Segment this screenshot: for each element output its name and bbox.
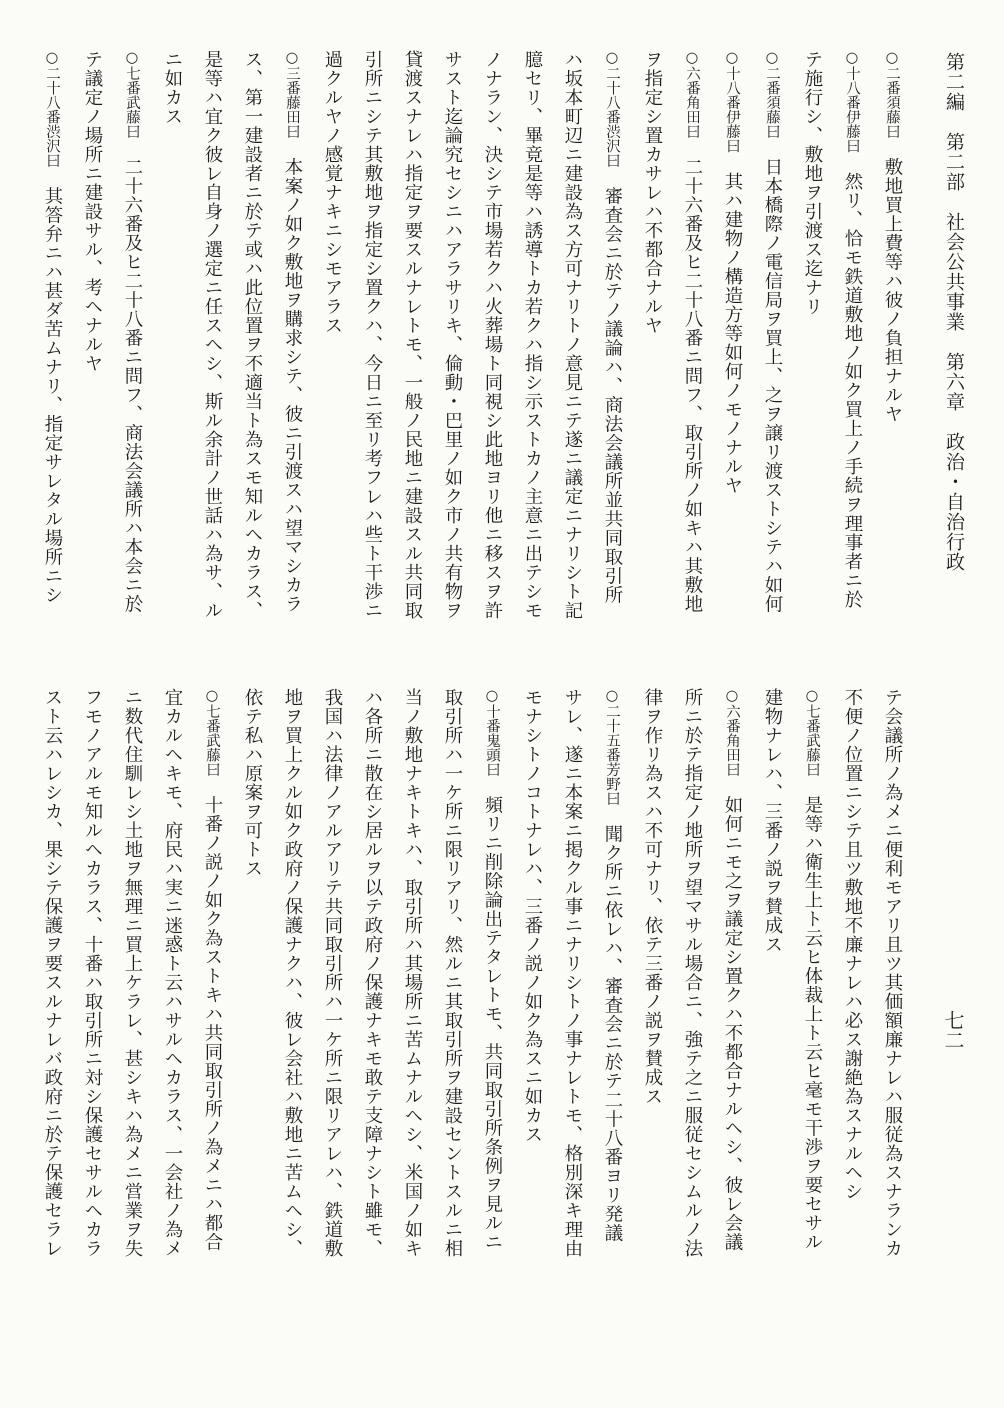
- page-number: 七二: [941, 1010, 965, 1050]
- speaker-label: ○十番鬼頭曰: [484, 688, 500, 777]
- column-text: 臆セリ、畢竟是等ハ誘導トカ若クハ指シ示ストカノ主意ニ出テシモ: [522, 50, 543, 620]
- text-column: [152, 50, 192, 642]
- speaker-label: ○十八番伊藤曰: [844, 50, 860, 153]
- column-text: 如何ニモ之ヲ議定シ置クハ不都合ナルヘシ、彼レ会議: [722, 776, 743, 1252]
- text-column: [192, 688, 232, 1278]
- column-text: ヲ指定シ置カサレハ不都合ナルヤ: [642, 50, 663, 335]
- column-text: 敷地買上費等ハ彼ノ負担ナルヤ: [882, 138, 903, 424]
- text-column: [352, 688, 392, 1278]
- bottom-text-block: [42, 688, 912, 1278]
- column-text: 審査会ニ於テノ議論ハ、商法会議所並共同取引所: [602, 167, 623, 605]
- speaker-label: ○六番角田曰: [724, 688, 740, 777]
- text-column: [192, 50, 232, 642]
- column-text: 我国ハ法律ノアルアリテ共同取引所ハ一ケ所ニ限リアレハ、鉄道敷: [322, 688, 343, 1258]
- text-column: [552, 50, 592, 642]
- text-column: [792, 50, 832, 642]
- text-column: [712, 50, 752, 642]
- text-column: [232, 50, 272, 642]
- column-text: テ会議所ノ為メニ便利モアリ且ツ其価額廉ナレハ服従為スナランカ: [882, 688, 903, 1258]
- column-text: 宜カルヘキモ、府民ハ実ニ迷惑ト云ハサルヘカラス、一会社ノ為メ: [162, 688, 183, 1258]
- text-column: [272, 50, 312, 642]
- column-text: 是等ハ宜ク彼レ自身ノ選定ニ任スヘシ、斯ル余計ノ世話ハ為サ、ル: [202, 50, 223, 620]
- column-text: 聞ク所ニ依レハ、審査会ニ於テ二十八番ヨリ発議: [602, 805, 623, 1243]
- running-header: 第二編 第二部 社会公共事業 第六章 政治・自治行政: [943, 52, 965, 572]
- column-text: 其答弁ニハ甚ダ苦ムナリ、指定サレタル場所ニシ: [42, 167, 63, 605]
- speaker-label: ○二十五番芳野曰: [604, 688, 620, 806]
- text-column: [112, 50, 152, 642]
- text-column: [512, 688, 552, 1278]
- text-column: [872, 688, 912, 1278]
- speaker-label: ○七番武藤曰: [804, 688, 820, 777]
- text-column: [352, 50, 392, 642]
- column-text: 引所ニシテ其敷地ヲ指定シ置クハ、今日ニ至リ考フレハ些ト干渉ニ: [362, 50, 383, 620]
- text-column: [872, 50, 912, 642]
- column-text: 過クルヤノ感覚ナキニシモアラス: [322, 50, 343, 335]
- column-text: 取引所ハ一ケ所ニ限リアリ、然ルニ其取引所ヲ建設セントスルニ相: [442, 688, 463, 1258]
- text-column: [752, 50, 792, 642]
- column-text: ノナラン、決シテ市場若クハ火葬場ト同視シ此地ヨリ他ニ移スヲ許: [482, 50, 503, 620]
- text-column: [672, 688, 712, 1278]
- column-text: テ施行シ、敷地ヲ引渡ス迄ナリ: [802, 50, 823, 316]
- speaker-label: ○七番武藤曰: [204, 688, 220, 777]
- text-column: [392, 50, 432, 642]
- text-column: [312, 50, 352, 642]
- column-text: スト云ハレシカ、果シテ保護ヲ要スルナレバ政府ニ於テ保護セラレ: [42, 688, 63, 1258]
- top-text-block: [42, 50, 912, 642]
- text-column: [592, 50, 632, 642]
- column-text: 是等ハ衛生上ト云ヒ体裁上ト云ヒ毫モ干渉ヲ要セサル: [802, 776, 823, 1252]
- text-column: [752, 688, 792, 1278]
- text-column: [112, 688, 152, 1278]
- text-column: [432, 50, 472, 642]
- text-column: [632, 50, 672, 642]
- column-text: ハ坂本町辺ニ建設為ス方可ナリトノ意見ニテ遂ニ議定ニナリシト記: [562, 50, 583, 620]
- text-column: [392, 688, 432, 1278]
- text-column: [832, 50, 872, 642]
- text-column: [272, 688, 312, 1278]
- speaker-label: ○六番角田曰: [684, 50, 700, 139]
- column-text: 地ヲ買上クル如ク政府ノ保護ナクハ、彼レ会社ハ敷地ニ苦ムヘシ、: [282, 688, 303, 1258]
- column-text: 所ニ於テ指定ノ地所ヲ望マサル場合ニ、強テ之ニ服従セシムルノ法: [682, 688, 703, 1258]
- column-text: 日本橋際ノ電信局ヲ買上、之ヲ譲リ渡ストシテハ如何: [762, 138, 783, 614]
- column-text: ハ各所ニ散在シ居ルヲ以テ政府ノ保護ナキモ敢テ支障ナシト雖モ、: [362, 688, 383, 1258]
- text-column: [32, 50, 72, 642]
- text-column: [552, 688, 592, 1278]
- text-column: [32, 688, 72, 1278]
- column-text: 其ハ建物ノ構造方等如何ノモノナルヤ: [722, 153, 743, 495]
- text-column: [72, 50, 112, 642]
- speaker-label: ○二十八番渋沢曰: [604, 50, 620, 168]
- column-text: ニ如カス: [162, 50, 183, 126]
- column-text: サレ、遂ニ本案ニ掲クル事ニナリシトノ事ナレトモ、格別深キ理由: [562, 688, 583, 1258]
- speaker-label: ○十八番伊藤曰: [724, 50, 740, 153]
- text-column: [592, 688, 632, 1278]
- column-text: 二十六番及ヒ二十八番ニ問フ、商法会議所ハ本会ニ於: [122, 138, 143, 614]
- column-text: 当ノ敷地ナキトキハ、取引所ハ其場所ニ苦ムナルヘシ、米国ノ如キ: [402, 688, 423, 1258]
- column-text: 然リ、恰モ鉄道敷地ノ如ク買上ノ手続ヲ理事者ニ於: [842, 153, 863, 609]
- speaker-label: ○七番武藤曰: [124, 50, 140, 139]
- column-text: フモノアルモ知ルヘカラス、十番ハ取引所ニ対シ保護セサルヘカラ: [82, 688, 103, 1258]
- column-text: 貸渡スナレハ指定ヲ要スルナレトモ、一般ノ民地ニ建設スル共同取: [402, 50, 423, 620]
- text-column: [432, 688, 472, 1278]
- speaker-label: ○二番須藤曰: [764, 50, 780, 139]
- text-column: [232, 688, 272, 1278]
- text-column: [792, 688, 832, 1278]
- text-column: [152, 688, 192, 1278]
- column-text: 依テ私ハ原案ヲ可トス: [242, 688, 263, 878]
- column-text: テ議定ノ場所ニ建設サル、考ヘナルヤ: [82, 50, 103, 373]
- column-text: 本案ノ如ク敷地ヲ購求シテ、彼ニ引渡スハ望マシカラ: [282, 138, 303, 614]
- column-text: 頻リニ削除論出テタレトモ、共同取引所条例ヲ見ルニ: [482, 776, 503, 1252]
- text-column: [712, 688, 752, 1278]
- column-text: モナシトノコトナレハ、三番ノ説ノ如ク為スニ如カス: [522, 688, 543, 1144]
- column-text: ニ数代住馴レシ土地ヲ無理ニ買上ケラレ、甚シキハ為メニ営業ヲ失: [122, 688, 143, 1258]
- speaker-label: ○二番須藤曰: [884, 50, 900, 139]
- text-column: [832, 688, 872, 1278]
- column-text: ス、第一建設者ニ於テ或ハ此位置ヲ不適当ト為スモ知ルヘカラス、: [242, 50, 263, 620]
- speaker-label: ○三番藤田曰: [284, 50, 300, 139]
- text-column: [72, 688, 112, 1278]
- text-column: [472, 50, 512, 642]
- column-text: 律ヲ作リ為スハ不可ナリ、依テ三番ノ説ヲ賛成ス: [642, 688, 663, 1106]
- speaker-label: ○二十八番渋沢曰: [44, 50, 60, 168]
- column-text: 十番ノ説ノ如ク為ストキハ共同取引所ノ為メニハ都合: [202, 776, 223, 1252]
- text-column: [632, 688, 672, 1278]
- text-column: [512, 50, 552, 642]
- text-column: [472, 688, 512, 1278]
- text-column: [312, 688, 352, 1278]
- column-text: 建物ナレハ、三番ノ説ヲ賛成ス: [762, 688, 783, 954]
- text-column: [672, 50, 712, 642]
- column-text: 二十六番及ヒ二十八番ニ問フ、取引所ノ如キハ其敷地: [682, 138, 703, 614]
- column-text: サスト迄論究セシニハアラサリキ、倫動・巴里ノ如ク市ノ共有物ヲ: [442, 50, 463, 620]
- column-text: 不便ノ位置ニシテ且ツ敷地不廉ナレハ必ス謝絶為スナルヘシ: [842, 688, 863, 1201]
